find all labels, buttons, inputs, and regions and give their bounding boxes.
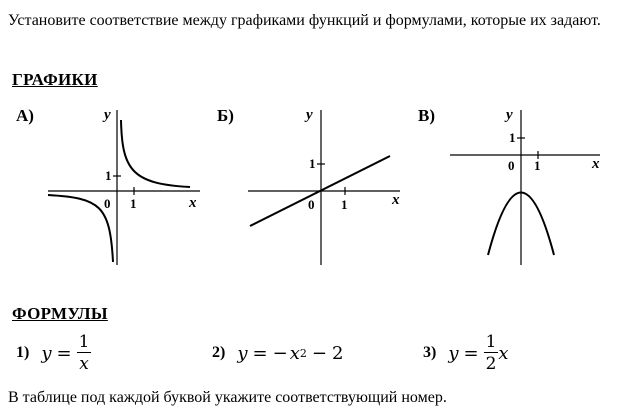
formula-1 [16, 333, 91, 373]
formula-2-const: 2 [331, 342, 344, 364]
formula-2-power: 2 [299, 346, 307, 360]
graph-b-x-tick-label: 1 [341, 197, 348, 212]
graph-b-x-label: x [392, 192, 400, 208]
task-intro: Установите соответствие между графиками функций и формулами, которые их задают. [8, 12, 601, 29]
graph-c-letter: В) [418, 106, 435, 125]
instruction-text: В таблице под каждой буквой укажите соответствующий номер. [8, 389, 447, 406]
formula-2 [212, 333, 343, 373]
graph-b-letter: Б) [217, 106, 234, 125]
graph-c [440, 100, 610, 270]
graph-c-x-label: x [592, 156, 600, 172]
graph-c-x-tick-label: 1 [534, 158, 541, 173]
graph-a [40, 100, 210, 270]
formula-2-equals: = [252, 342, 268, 364]
formula-3-numerator: 1 [485, 332, 497, 352]
formula-2-number: 2) [212, 344, 226, 361]
graph-b-y-label: y [306, 107, 313, 123]
graph-b-origin-label: 0 [308, 197, 315, 212]
formula-3-number: 3) [423, 344, 437, 361]
formula-1-numerator: 1 [78, 332, 90, 352]
graph-b-y-tick-label: 1 [309, 156, 316, 171]
graph-a-x-label: x [189, 195, 197, 211]
formula-2-lhs: y [237, 342, 248, 364]
graph-c-y-tick-label: 1 [509, 130, 516, 145]
formulas-heading: ФОРМУЛЫ [12, 304, 108, 323]
graph-a-y-label: y [104, 107, 111, 123]
graph-a-y-tick-label: 1 [105, 168, 112, 183]
formula-3-fraction [484, 333, 499, 373]
formula-1-fraction [77, 333, 92, 373]
graph-c-y-label: y [506, 107, 513, 123]
formula-2-minus-2: − [311, 342, 327, 364]
graph-a-origin-label: 0 [104, 196, 111, 211]
formula-2-minus: − [272, 342, 288, 364]
formula-1-equals: = [56, 342, 72, 364]
formula-1-number: 1) [16, 344, 30, 361]
formula-3-equals: = [463, 342, 479, 364]
formula-3-lhs: y [448, 342, 459, 364]
formula-2-var: x [289, 342, 300, 364]
formula-3 [423, 333, 509, 373]
graph-c-origin-label: 0 [508, 158, 515, 173]
formula-1-expression [41, 333, 91, 373]
graphs-heading: ГРАФИКИ [12, 70, 98, 89]
formula-3-denominator: 2 [485, 354, 497, 374]
formula-3-expression [448, 333, 508, 373]
graph-a-curve-positive [121, 120, 190, 187]
graph-a-letter: А) [16, 106, 34, 125]
formula-3-var: x [498, 342, 509, 364]
formula-2-expression [237, 343, 343, 364]
graph-a-x-tick-label: 1 [130, 196, 137, 211]
formula-1-lhs: y [41, 342, 52, 364]
graph-b [240, 100, 410, 270]
formula-1-denominator: x [79, 354, 89, 374]
